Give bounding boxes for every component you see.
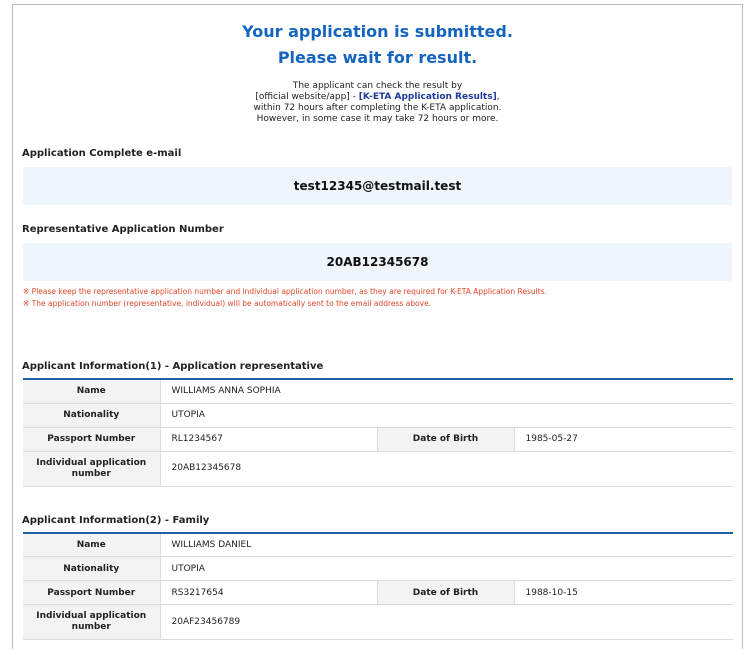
dob-label: Date of Birth (377, 581, 514, 605)
keta-results-link[interactable]: [K-ETA Application Results] (358, 92, 497, 102)
passport-label: Passport Number (23, 581, 160, 605)
submission-heading (13, 19, 742, 71)
individual-number-label-line-2: number (71, 622, 111, 632)
rep-number-box (23, 243, 732, 281)
individual-number-label-line-1: Individual application (36, 457, 147, 468)
info-line-1: The applicant can check the result by (292, 81, 463, 91)
info-line-2-suffix: , (496, 92, 500, 102)
applicant-dob: 1985-05-27 (514, 427, 733, 451)
heading-line-1: Your application is submitted. (242, 22, 513, 41)
info-line-2-prefix: [official website/app] - (255, 92, 359, 102)
info-line-2 (13, 92, 742, 103)
notice-text (23, 286, 742, 310)
heading-line-2: Please wait for result. (277, 48, 478, 67)
applicant-nationality: UTOPIA (160, 403, 733, 427)
dob-label: Date of Birth (377, 427, 514, 451)
applicant-1-table (23, 378, 733, 487)
table-row (23, 403, 733, 427)
applicant-passport: RL1234567 (160, 427, 377, 451)
name-label: Name (23, 533, 160, 557)
applicant-individual-number: 20AB12345678 (160, 451, 733, 486)
rep-number-value: 20AB12345678 (326, 255, 429, 269)
info-line-4: However, in some case it may take 72 hours or more. (256, 114, 499, 124)
applicant-nationality: UTOPIA (160, 557, 733, 581)
applicant-dob: 1988-10-15 (514, 581, 733, 605)
table-row (23, 581, 733, 605)
notice-line-1: ※ Please keep the representative application number and individual application number, as they are required for K-ETA Application Results. (23, 287, 547, 296)
nationality-label: Nationality (23, 403, 160, 427)
applicant-name: WILLIAMS DANIEL (160, 533, 733, 557)
applicant-2-table (23, 532, 733, 641)
table-row (23, 451, 733, 486)
passport-label: Passport Number (23, 427, 160, 451)
email-section-label: Application Complete e-mail (22, 148, 182, 159)
applicant-1-title: Applicant Information(1) - Application representative (22, 361, 324, 372)
applicant-individual-number: 20AF23456789 (160, 605, 733, 640)
table-row (23, 533, 733, 557)
notice-line-2: ※ The application number (representative, individual) will be automatically sent to the email address above. (23, 299, 432, 308)
table-row (23, 427, 733, 451)
applicant-name: WILLIAMS ANNA SOPHIA (160, 379, 733, 403)
nationality-label: Nationality (23, 557, 160, 581)
table-row (23, 605, 733, 640)
info-line-3: within 72 hours after completing the K-ETA application. (253, 103, 502, 113)
result-panel (12, 4, 743, 649)
applicant-passport: RS3217654 (160, 581, 377, 605)
individual-number-label-line-1: Individual application (36, 611, 147, 621)
table-row (23, 379, 733, 403)
rep-number-label: Representative Application Number (22, 224, 224, 235)
individual-number-label-line-2: number (71, 468, 111, 479)
table-row (23, 557, 733, 581)
name-label: Name (23, 379, 160, 403)
individual-number-label (23, 605, 160, 640)
applicant-2-title: Applicant Information(2) - Family (22, 514, 210, 526)
email-value-box (23, 167, 732, 205)
individual-number-label (23, 451, 160, 486)
result-info-text (13, 81, 742, 125)
email-value: test12345@testmail.test (293, 179, 462, 193)
